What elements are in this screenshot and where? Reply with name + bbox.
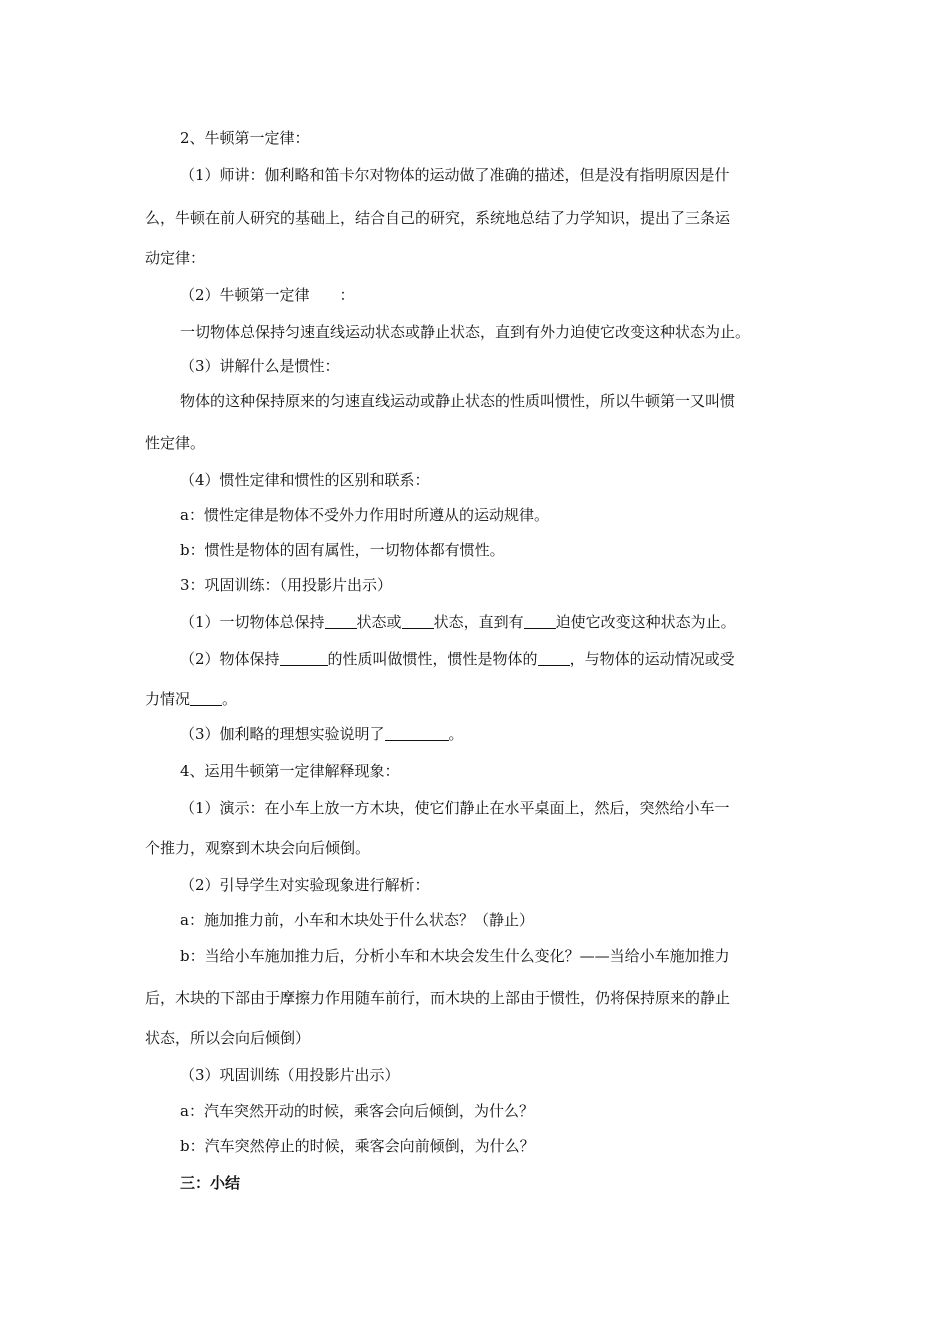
paragraph-line: b：当给小车施加推力后，分析小车和木块会发生什么变化？——当给小车施加推力: [180, 947, 730, 965]
fill-in-question-2: （2）物体保持 的性质叫做惯性，惯性是物体的 ，与物体的运动情况或受: [180, 650, 735, 668]
paragraph-line: （1）演示：在小车上放一方木块，使它们静止在水平桌面上，然后，突然给小车一: [180, 799, 730, 817]
answer-blank: [402, 614, 434, 629]
paragraph-line: 一切物体总保持匀速直线运动状态或静止状态，直到有外力迫使它改变这种状态为止。: [180, 323, 751, 341]
paragraph-line: a：施加推力前，小车和木块处于什么状态？（静止）: [180, 911, 534, 929]
section-heading-newton-first-law: 2、牛顿第一定律：: [180, 129, 310, 147]
subheading-line: （4）惯性定律和惯性的区别和联系：: [180, 471, 430, 489]
section-heading-practice: 3：巩固训练：（用投影片出示）: [180, 576, 393, 594]
answer-blank: [538, 651, 570, 666]
paragraph-line: 么，牛顿在前人研究的基础上，结合自己的研究，系统地总结了力学知识，提出了三条运: [145, 209, 731, 227]
subheading-line: （3）巩固训练（用投影片出示）: [180, 1066, 400, 1084]
answer-blank: [280, 651, 328, 666]
paragraph-line: b：汽车突然停止的时候，乘客会向前倾倒，为什么？: [180, 1137, 535, 1155]
answer-blank: [385, 726, 449, 741]
paragraph-line: 物体的这种保持原来的匀速直线运动或静止状态的性质叫惯性，所以牛顿第一又叫惯: [180, 392, 736, 410]
fill-in-question-3: （3）伽利略的理想实验说明了 。: [180, 725, 464, 743]
fill-in-question-1: （1）一切物体总保持 状态或 状态，直到有 迫使它改变这种状态为止。: [180, 613, 736, 631]
answer-blank: [190, 691, 222, 706]
paragraph-line: b：惯性是物体的固有属性，一切物体都有惯性。: [180, 541, 505, 559]
paragraph-line: 个推力，观察到木块会向后倾倒。: [145, 839, 371, 857]
paragraph-line: a：汽车突然开动的时候，乘客会向后倾倒，为什么？: [180, 1102, 534, 1120]
paragraph-line: （1）师讲：伽利略和笛卡尔对物体的运动做了准确的描述，但是没有指明原因是什: [180, 166, 730, 184]
subheading-line: （3）讲解什么是惯性：: [180, 357, 340, 375]
paragraph-line: 状态，所以会向后倾倒）: [145, 1029, 311, 1047]
answer-blank: [524, 614, 556, 629]
subheading-line: （2）引导学生对实验现象进行解析：: [180, 876, 430, 894]
paragraph-line: 动定律：: [145, 249, 206, 267]
fill-in-question-2-cont: 力情况 。: [145, 690, 238, 708]
section-heading-summary: 三：小结: [180, 1174, 241, 1192]
paragraph-line: 性定律。: [145, 434, 206, 452]
paragraph-line: 后，木块的下部由于摩擦力作用随车前行，而木块的上部由于惯性，仍将保持原来的静止: [145, 989, 731, 1007]
section-heading-apply-law: 4、运用牛顿第一定律解释现象：: [180, 762, 400, 780]
subheading-line: （2）牛顿第一定律 ：: [180, 286, 355, 304]
paragraph-line: a：惯性定律是物体不受外力作用时所遵从的运动规律。: [180, 506, 549, 524]
answer-blank: [325, 614, 357, 629]
